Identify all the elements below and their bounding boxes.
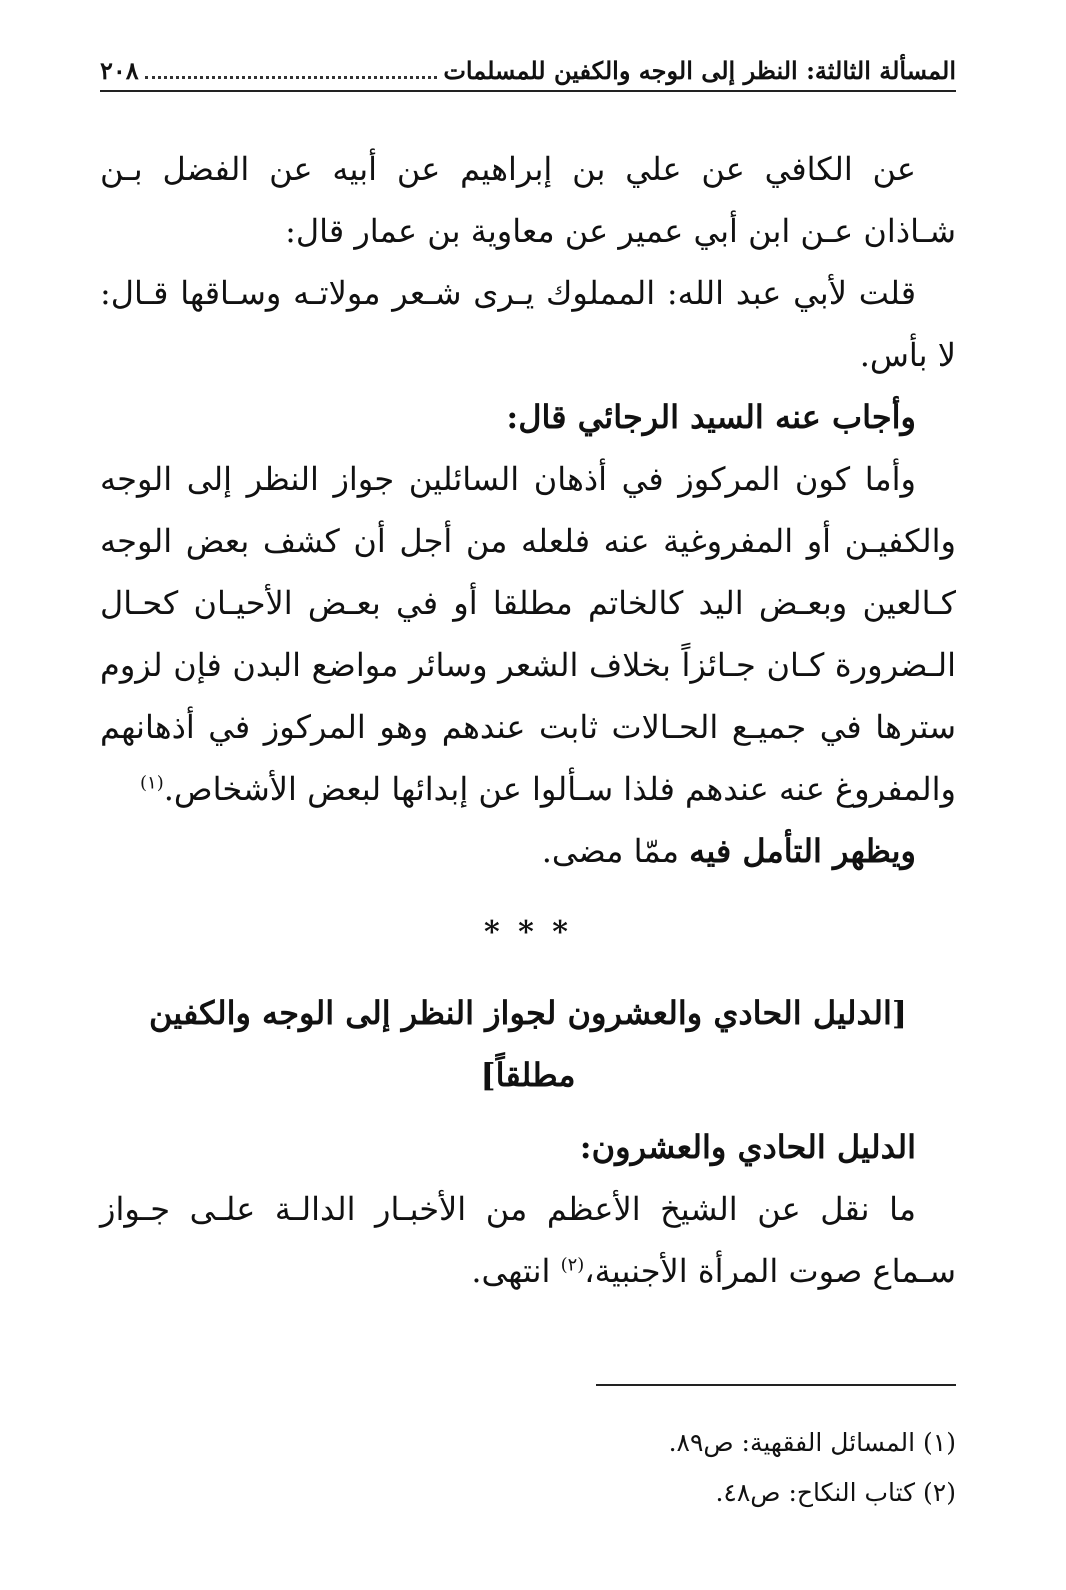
footnote-1: (١) المسائل الفقهية: ص٨٩.: [668, 1428, 956, 1457]
footnote-ref-1: (١): [139, 772, 164, 794]
footnote-ref-2: (٢): [560, 1254, 585, 1276]
paragraph-response: [100, 448, 956, 820]
paragraph-narration: قلت لأبي عبد الله: المملوك يـرى شـعر مولاتـه وسـاقها قـال: لا بأس.: [100, 274, 956, 374]
paragraph-evidence: [100, 1178, 956, 1302]
page-number: ٢٠٨: [100, 55, 139, 85]
reflection-bold: ويظهر التأمل فيه: [689, 832, 916, 870]
evidence-text: ما نقل عن الشيخ الأعظم من الأخبـار الدالـة علـى جـواز سـماع صوت المرأة الأجنبية،: [100, 1190, 956, 1290]
page-body: [100, 138, 956, 1302]
running-header: [100, 50, 956, 92]
header-title: المسألة الثالثة: النظر إلى الوجه والكفين للمسلمات: [443, 55, 956, 85]
reflection-rest: ممّا مضى.: [541, 832, 690, 870]
paragraph-response-text: وأما كون المركوز في أذهان السائلين جواز النظر إلى الوجه والكفيـن أو المفروغية عنه فلعله من أجل أن كشف بعض الوجه كـالعين وبعـض اليد كالخاتم مطلقا أو في بعـض الأحيـان كحـال الـضرورة كـان جـائزاً بخلاف الشعر وسائر مواضع البدن فإن لزوم سترها في جميـع الحـالات ثابت عندهم وهو المركوز في أذهانهم والمفروغ عنه عندهم فلذا سـألوا عن إبدائها لبعض الأشخاص.: [100, 460, 957, 808]
evidence-end: انتهى.: [471, 1252, 561, 1290]
paragraph-response-heading: وأجاب عنه السيد الرجائي قال:: [506, 398, 916, 436]
evidence-subheading: الدليل الحادي والعشرون:: [579, 1128, 916, 1166]
paragraph-reflection: [100, 820, 956, 882]
section-title: [الدليل الحادي والعشرون لجواز النظر إلى الوجه والكفين مطلقاً]: [148, 994, 908, 1094]
header-dot-leader: [145, 62, 438, 79]
footnotes: [100, 1418, 956, 1518]
footnote-separator: [596, 1384, 956, 1386]
book-page: [100, 0, 956, 1590]
section-divider-stars: * * *: [484, 915, 572, 950]
paragraph-chain-of-narration: عن الكافي عن علي بن إبراهيم عن أبيه عن الفضل بـن شـاذان عـن ابن أبي عمير عن معاوية بن عمار قال:: [100, 150, 956, 250]
footnote-2: (٢) كتاب النكاح: ص٤٨.: [715, 1478, 956, 1507]
